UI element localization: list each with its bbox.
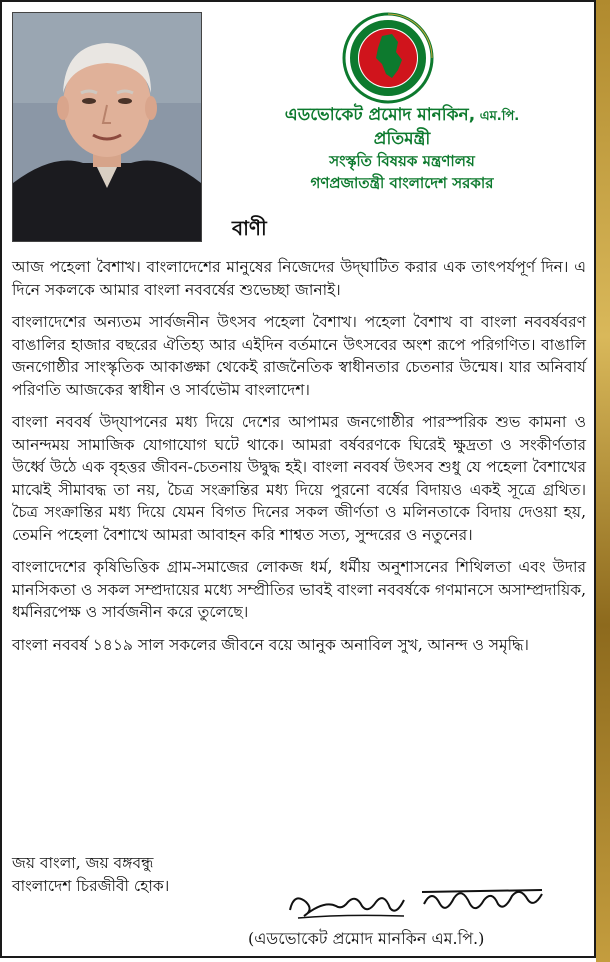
signatory-name: (এডভোকেট প্রমোদ মানকিন এম.পি.) [248, 929, 485, 948]
message-paragraph: বাংলাদেশের কৃষিভিত্তিক গ্রাম-সমাজের লোকজ ধর্ম, ধর্মীয় অনুশাসনের শিথিলতা এবং উদার মানসিকতা ও সকল সম্প্রদায়ের মধ্যে সম্প্রীতির ভাবই বাংলা নববর্ষকে গণমানসে অসাম্প্রদায়িক, ধর্মনিরপেক্ষ ও সার্বজনীন করে তুলেছে। [12, 558, 586, 621]
portrait-icon [13, 13, 201, 241]
mp-suffix: এম.পি. [475, 109, 520, 124]
closing-line: জয় বাংলা, জয় বঙ্গবন্ধু [12, 854, 154, 872]
ministry-name: সংস্কৃতি বিষয়ক মন্ত্রণালয় [329, 152, 475, 170]
closing-line: বাংলাদেশ চিরজীবী হোক। [12, 877, 170, 895]
official-header [222, 104, 582, 194]
message-paragraph: বাংলা নববর্ষ উদ্‌যাপনের মধ্য দিয়ে দেশের আপামর জনগোষ্ঠীর পারস্পরিক শুভ কামনা ও আনন্দময় সামাজিক যোগাযোগ ঘটে থাকে। আমরা বর্ষবরণকে ঘিরেই ক্ষুদ্রতা ও সংকীর্ণতার উর্ধ্বে উঠে এক বৃহত্তর জীবন-চেতনায় উদ্বুদ্ধ হই। বাংলা নববর্ষ উৎসব শুধু যে পহেলা বৈশাখের মাঝেই সীমাবদ্ধ তা নয়, চৈত্র সংক্রান্তির মধ্য দিয়ে পুরনো বর্ষের বিদায়ও একই সূত্রে গ্রথিত। চৈত্র সংক্রান্তির মধ্য দিয়ে যেমন বিগত দিনের সকল জীর্ণতা ও মলিনতাকে বিদায় দেওয়া হয়, তেমনি পহেলা বৈশাখে আমরা আবাহন করি শাশ্বত সত্য, সুন্দরের ও নতুনের। [12, 413, 586, 544]
official-name-text: এডভোকেট প্রমোদ মানকিন, [284, 105, 476, 125]
handwritten-signature-icon [284, 880, 548, 928]
government-name: গণপ্রজাতন্ত্রী বাংলাদেশ সরকার [310, 174, 494, 192]
message-heading: বাণী [232, 216, 267, 240]
portrait-photo [12, 12, 202, 242]
bangladesh-seal-icon [342, 12, 434, 104]
official-title: প্রতিমন্ত্রী [373, 129, 431, 149]
message-body [12, 256, 586, 666]
decorative-border-strip [596, 0, 610, 962]
message-paragraph: বাংলা নববর্ষ ১৪১৯ সাল সকলের জীবনে বয়ে আনুক অনাবিল সুখ, আনন্দ ও সমৃদ্ধি। [12, 635, 529, 654]
message-paragraph: বাংলাদেশের অন্যতম সার্বজনীন উৎসব পহেলা বৈশাখ। পহেলা বৈশাখ বা বাংলা নববর্ষবরণ বাঙালির হাজার বছরের ঐতিহ্য আর এইদিন বর্তমানে উৎসবের অংশ রূপে পরিগণিত। বাঙালি জনগোষ্ঠীর সাংস্কৃতিক আকাঙ্ক্ষা থেকেই রাজনৈতিক স্বাধীনতার চেতনার উন্মেষ। যার অনিবার্য পরিণতি আজকের স্বাধীন ও সার্বভৌম বাংলাদেশ। [12, 313, 586, 399]
official-name [222, 104, 582, 128]
message-paragraph: আজ পহেলা বৈশাখ। বাংলাদেশের মানুষের নিজেদের উদ্‌ঘাটিত করার এক তাৎপর্যপূর্ণ দিন। এ দিনে সকলকে আমার বাংলা নববর্ষের শুভেচ্ছা জানাই। [12, 258, 586, 299]
government-seal-logo [342, 12, 434, 104]
